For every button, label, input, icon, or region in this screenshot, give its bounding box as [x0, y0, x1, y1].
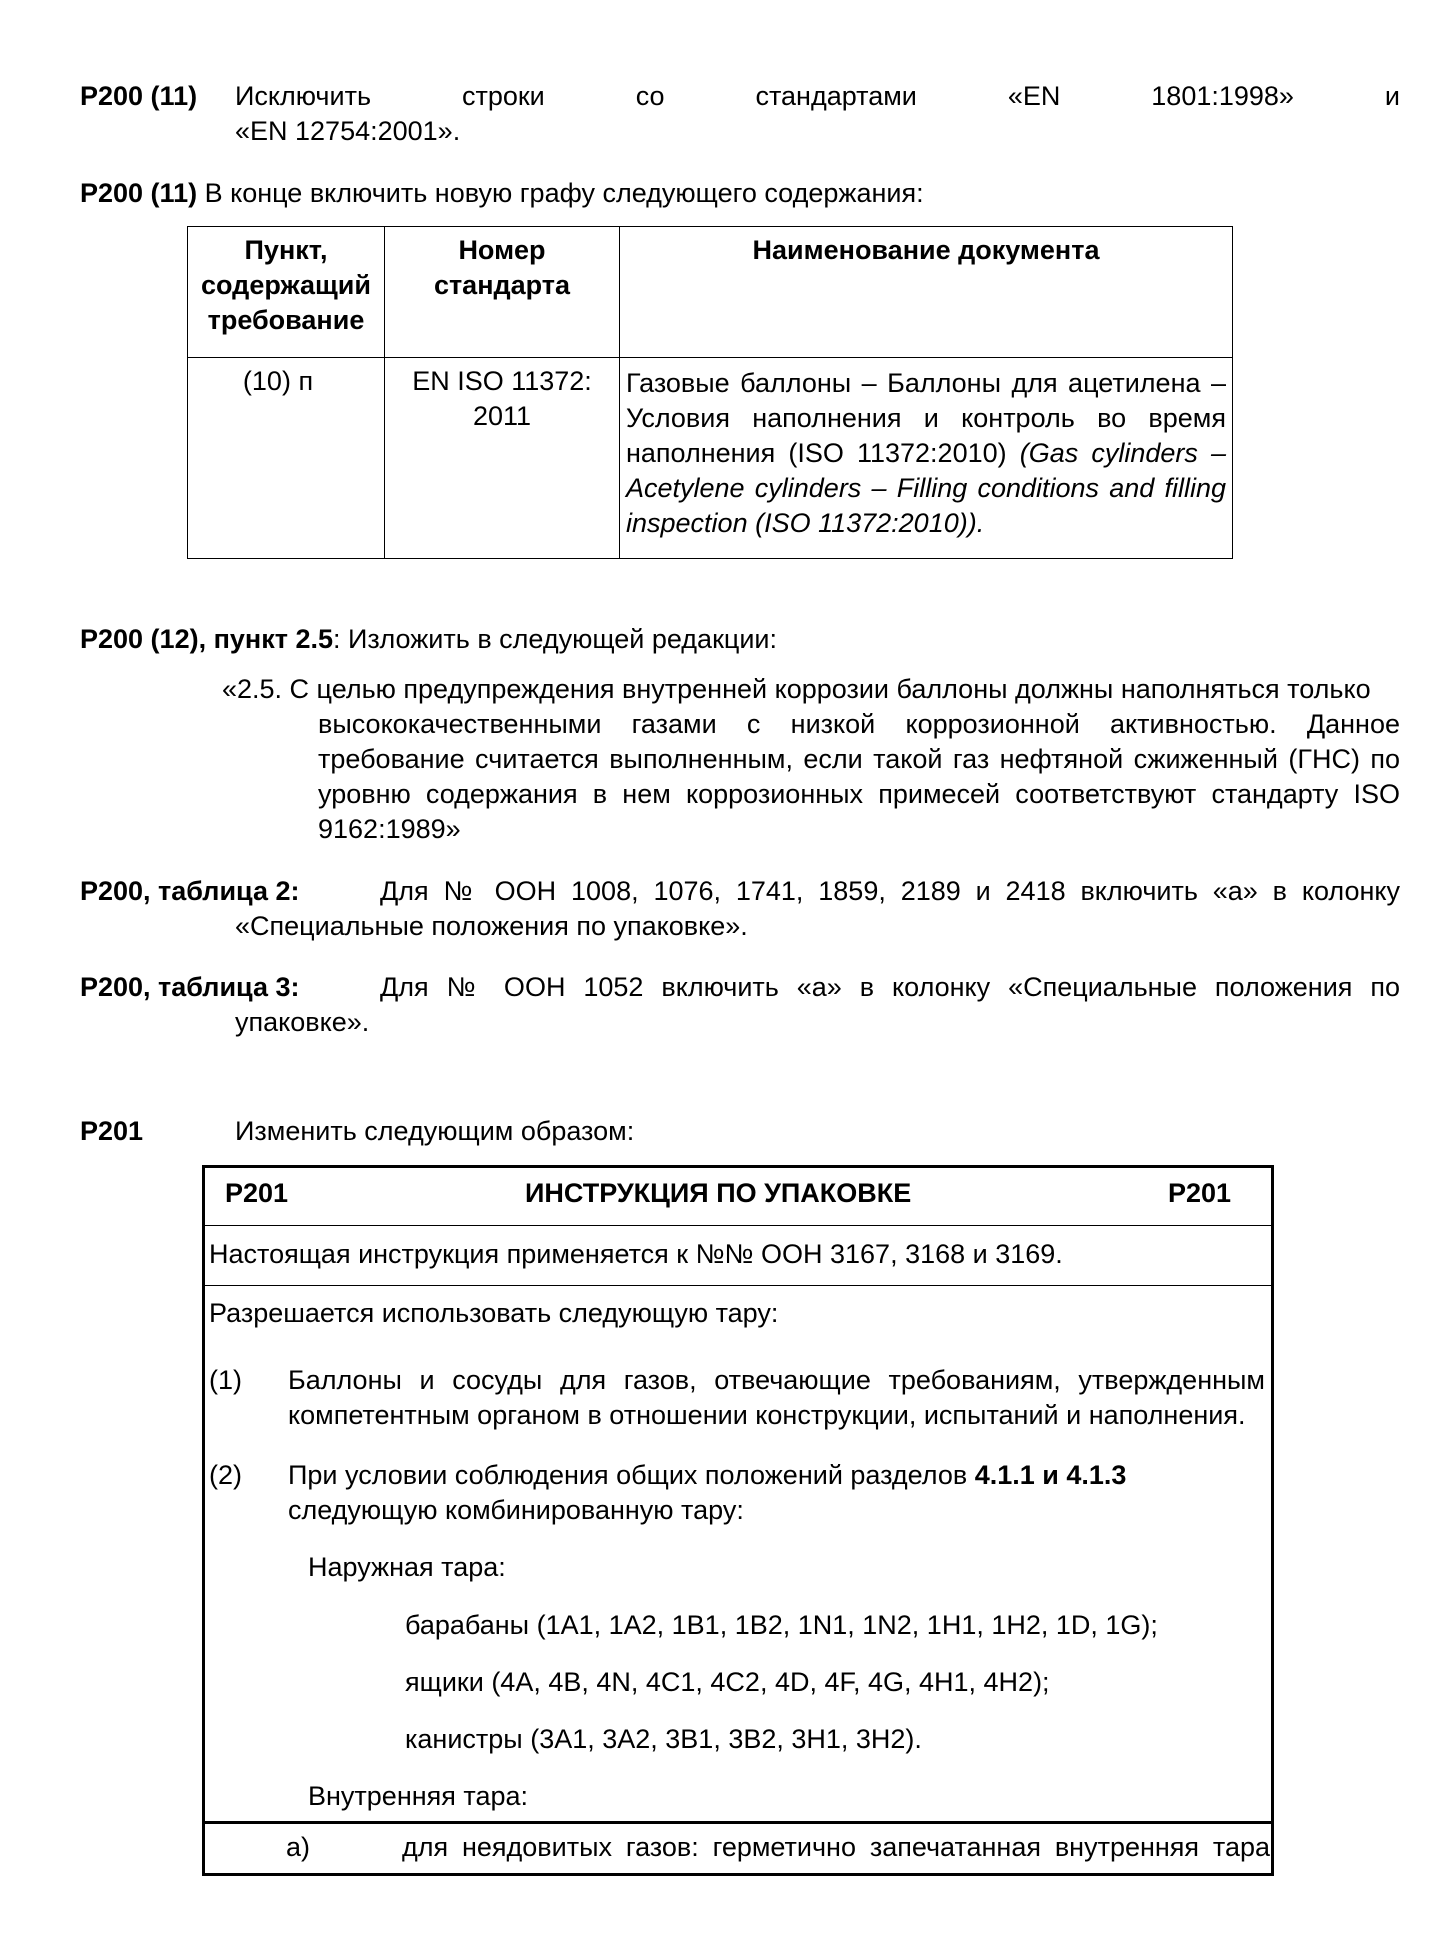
- list-item: ящики (4A, 4B, 4N, 4C1, 4C2, 4D, 4F, 4G, 4H1, 4H2);: [405, 1667, 1050, 1697]
- clause-2-5-first-line: «2.5. С целью предупреждения внутренней коррозии баллоны должны наполняться только: [222, 674, 1371, 704]
- instruction-header: [205, 1168, 1271, 1226]
- p200-table-3-label: P200, таблица 3:: [80, 972, 300, 1002]
- header-document-title: Наименование документа: [620, 227, 1233, 358]
- item-2-sections: 4.1.1 и 4.1.3: [974, 1460, 1127, 1490]
- outer-packaging-label: Наружная тара:: [308, 1552, 506, 1582]
- header-standard-number: Номер стандарта: [385, 227, 620, 358]
- header-clause: Пункт, содержащий требование: [188, 227, 385, 358]
- item-2-text: [288, 1458, 1265, 1528]
- word: 1801:1998»: [1151, 81, 1294, 111]
- exclude-line-1: [235, 79, 1400, 114]
- box-left-border-continued: [202, 1824, 205, 1876]
- box-right-border-continued: [1271, 1824, 1274, 1876]
- p200-11-exclude-text: [235, 79, 1400, 149]
- cell-standard: EN ISO 11372: 2011: [385, 358, 620, 559]
- p200-table-2-text: Для № ООН 1008, 1076, 1741, 1859, 2189 и 2418 включить «а» в колонку: [380, 876, 1400, 906]
- word: строки: [461, 81, 545, 111]
- instruction-title: ИНСТРУКЦИЯ ПО УПАКОВКЕ: [525, 1178, 912, 1208]
- list-item: барабаны (1A1, 1A2, 1B1, 1B2, 1N1, 1N2, 1H1, 1H2, 1D, 1G);: [405, 1610, 1158, 1640]
- table-header-row: [188, 227, 1233, 358]
- instruction-applies-row: [205, 1225, 1271, 1286]
- p200-table-2-label: P200, таблица 2:: [80, 876, 300, 906]
- add-column-text: В конце включить новую графу следующего содержания:: [197, 178, 924, 208]
- item-2-text-a: При условии соблюдения общих положений разделов: [288, 1460, 975, 1490]
- inner-a-number: a): [286, 1832, 311, 1862]
- instruction-code-left: P201: [225, 1178, 289, 1208]
- word: стандартами: [755, 81, 917, 111]
- word: и: [1384, 81, 1400, 111]
- item-2-text-b: следующую комбинированную тару:: [288, 1495, 744, 1525]
- clause-2-5-quote: [222, 672, 1400, 847]
- packing-instruction-p201: [202, 1165, 1274, 1824]
- p201-label: P201: [80, 1116, 144, 1146]
- cell-document-title: [620, 358, 1233, 559]
- box-bottom-border: [202, 1873, 1274, 1876]
- p200-table-2-paragraph: [80, 874, 1400, 944]
- p200-table-3-paragraph: [80, 970, 1400, 1040]
- inner-a-text: для неядовитых газов: герметично запечатанная внутренняя тара: [402, 1832, 1270, 1862]
- exclude-line-2: «EN 12754:2001».: [235, 116, 461, 146]
- p200-12-label: P200 (12), пункт 2.5: [80, 624, 333, 654]
- applies-text: Настоящая инструкция применяется к №№ ООН 3167, 3168 и 3169.: [209, 1239, 1063, 1269]
- p200-11-label: P200 (11): [80, 81, 198, 111]
- cell-clause: (10) п: [188, 358, 385, 559]
- list-item: канистры (3A1, 3A2, 3B1, 3B2, 3H1, 3H2).: [405, 1724, 922, 1754]
- p200-11-add-paragraph: [80, 176, 924, 211]
- item-1-number: (1): [209, 1365, 242, 1395]
- p200-table-3-line2: упаковке».: [235, 1007, 370, 1037]
- p200-12-paragraph: [80, 622, 777, 657]
- word: со: [635, 81, 665, 111]
- p200-12-text: : Изложить в следующей редакции:: [332, 624, 778, 654]
- clause-2-5-body: высококачественными газами с низкой коррозионной активностью. Данное требование считается выполненным, если такой газ нефтяной сжиженный (ГНС) по уровню содержания в нем коррозионных примесей соответствуют стандарту ISO 9162:1989»: [318, 709, 1400, 844]
- title-ru: Газовые баллоны – Баллоны для ацетилена – Условия наполнения и контроль во время наполнения (ISO 11372:2010): [626, 368, 1226, 468]
- standards-table: [187, 226, 1233, 559]
- allowed-packaging-text: Разрешается использовать следующую тару:: [209, 1298, 779, 1328]
- p200-table-2-line2: «Специальные положения по упаковке».: [235, 911, 748, 941]
- title-en: (Gas cylinders – Acetylene cylinders – Filling conditions and filling inspection (ISO 11372:2010)).: [626, 438, 1226, 538]
- instruction-code-right: P201: [1167, 1178, 1231, 1208]
- p201-text: Изменить следующим образом:: [235, 1116, 635, 1146]
- inner-packaging-label: Внутренняя тара:: [308, 1781, 528, 1811]
- p200-11-label-2: P200 (11): [80, 178, 198, 208]
- p200-table-3-text: Для № ООН 1052 включить «а» в колонку «Специальные положения по: [380, 972, 1400, 1002]
- word: «EN: [1007, 81, 1061, 111]
- item-2-number: (2): [209, 1460, 242, 1490]
- word: Исключить: [235, 81, 372, 111]
- table-row: [188, 358, 1233, 559]
- item-1-text: Баллоны и сосуды для газов, отвечающие требованиям, утвержденным компетентным органом в отношении конструкции, испытаний и наполнения.: [288, 1365, 1265, 1430]
